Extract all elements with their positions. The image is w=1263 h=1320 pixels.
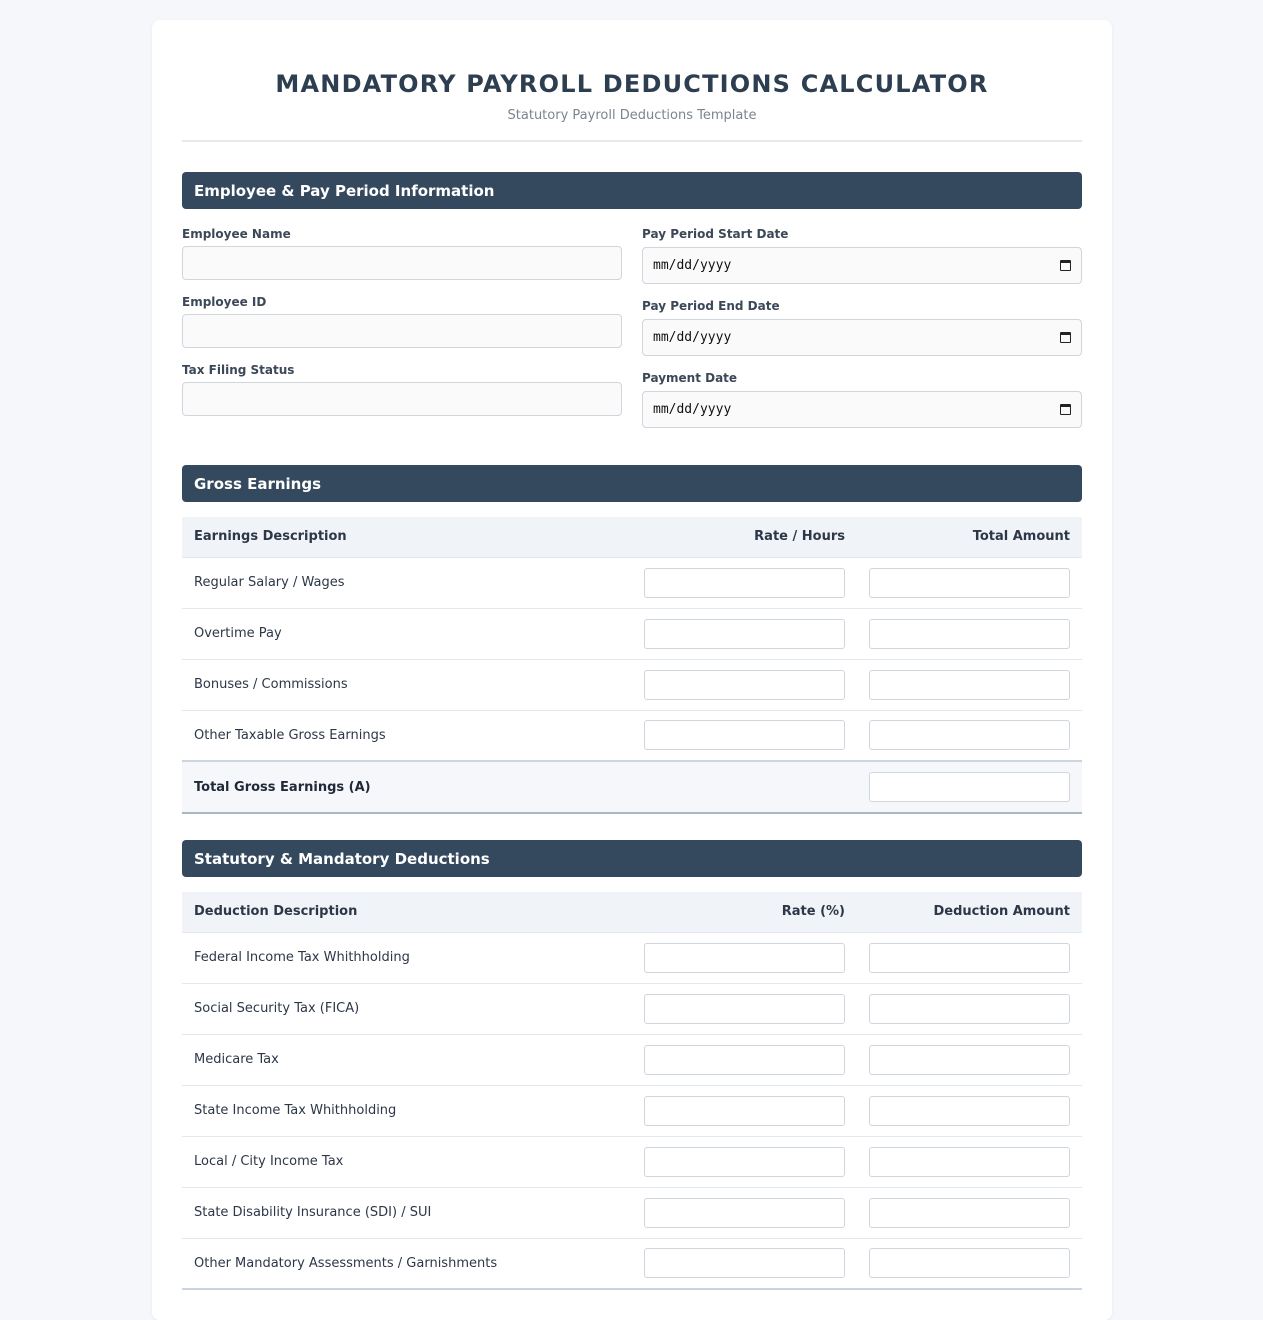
amount-input[interactable] — [869, 1096, 1070, 1126]
earnings-row-label: Other Taxable Gross Earnings — [194, 727, 386, 743]
calendar-icon[interactable] — [1060, 260, 1071, 271]
pay-period-start-placeholder: mm/dd/yyyy — [653, 258, 732, 273]
tax-filing-status-input[interactable] — [182, 382, 622, 416]
employee-info-grid — [182, 227, 1082, 428]
page-title: MANDATORY PAYROLL DEDUCTIONS CALCULATOR — [275, 70, 989, 98]
deduction-row-label: Medicare Tax — [194, 1052, 279, 1067]
total-gross-row — [182, 761, 1082, 813]
rate-input[interactable] — [644, 1147, 845, 1177]
earnings-row-label: Bonuses / Commissions — [194, 677, 348, 692]
total-gross-label: Total Gross Earnings (A) — [194, 779, 371, 795]
deduction-row-label: State Income Tax Whithholding — [194, 1103, 397, 1118]
employee-id-input[interactable] — [182, 314, 622, 348]
calendar-icon[interactable] — [1060, 404, 1071, 415]
earnings-table — [182, 517, 1082, 814]
payment-date-placeholder: mm/dd/yyyy — [653, 402, 732, 417]
deduction-row-label: Federal Income Tax Whithholding — [194, 950, 410, 965]
deductions-section-header — [182, 840, 1082, 877]
total-gross-input[interactable] — [869, 772, 1070, 802]
deduction-row-label: Other Mandatory Assessments / Garnishments — [194, 1255, 498, 1271]
employee-name-label: Employee Name — [182, 227, 291, 241]
table-row — [182, 557, 1082, 608]
rate-input[interactable] — [644, 568, 845, 598]
amount-input[interactable] — [869, 670, 1070, 700]
employee-name-group — [182, 227, 622, 280]
amount-input[interactable] — [869, 994, 1070, 1024]
pay-period-start-input[interactable] — [642, 247, 1082, 284]
deduction-row-label: State Disability Insurance (SDI) / SUI — [194, 1205, 432, 1220]
calendar-icon[interactable] — [1060, 332, 1071, 343]
employee-section-title: Employee & Pay Period Information — [194, 181, 495, 200]
tax-filing-status-label: Tax Filing Status — [182, 363, 295, 377]
deductions-col-amount: Deduction Amount — [857, 892, 1082, 932]
earnings-section-title: Gross Earnings — [194, 474, 322, 493]
employee-section-header — [182, 172, 1082, 209]
pay-period-start-group — [642, 227, 1082, 284]
employee-name-input[interactable] — [182, 246, 622, 280]
header-divider — [182, 140, 1082, 142]
employee-info-right — [642, 227, 1082, 428]
earnings-section-header — [182, 465, 1082, 502]
amount-input[interactable] — [869, 1147, 1070, 1177]
rate-input[interactable] — [644, 943, 845, 973]
rate-input[interactable] — [644, 670, 845, 700]
deductions-section-title: Statutory & Mandatory Deductions — [194, 849, 490, 868]
earnings-col-total: Total Amount — [857, 517, 1082, 557]
table-row — [182, 983, 1082, 1034]
amount-input[interactable] — [869, 1198, 1070, 1228]
table-row — [182, 1085, 1082, 1136]
table-row — [182, 1034, 1082, 1085]
payment-date-group — [642, 371, 1082, 428]
rate-input[interactable] — [644, 1096, 845, 1126]
deductions-col-rate: Rate (%) — [632, 892, 857, 932]
rate-input[interactable] — [644, 994, 845, 1024]
employee-info-left — [182, 227, 622, 428]
rate-input[interactable] — [644, 1045, 845, 1075]
deduction-row-label: Social Security Tax (FICA) — [194, 1001, 360, 1016]
earnings-table-header — [182, 517, 1082, 557]
amount-input[interactable] — [869, 1248, 1070, 1278]
tax-filing-status-group — [182, 363, 622, 416]
table-row — [182, 932, 1082, 983]
calculator-card — [152, 20, 1112, 1320]
deductions-table-header — [182, 892, 1082, 932]
amount-input[interactable] — [869, 619, 1070, 649]
table-row — [182, 1238, 1082, 1289]
rate-input[interactable] — [644, 1248, 845, 1278]
pay-period-end-placeholder: mm/dd/yyyy — [653, 330, 732, 345]
payment-date-label: Payment Date — [642, 371, 738, 385]
deductions-table — [182, 892, 1082, 1290]
rate-input[interactable] — [644, 619, 845, 649]
earnings-row-label: Overtime Pay — [194, 626, 282, 641]
amount-input[interactable] — [869, 568, 1070, 598]
table-row — [182, 608, 1082, 659]
employee-id-group — [182, 295, 622, 348]
table-row — [182, 659, 1082, 710]
amount-input[interactable] — [869, 943, 1070, 973]
rate-input[interactable] — [644, 720, 845, 750]
earnings-col-description: Earnings Description — [182, 517, 632, 557]
table-row — [182, 1187, 1082, 1238]
page-subtitle: Statutory Payroll Deductions Template — [507, 108, 757, 123]
pay-period-start-label: Pay Period Start Date — [642, 227, 789, 241]
pay-period-end-group — [642, 299, 1082, 356]
table-row — [182, 1136, 1082, 1187]
table-row — [182, 710, 1082, 761]
payment-date-input[interactable] — [642, 391, 1082, 428]
pay-period-end-label: Pay Period End Date — [642, 299, 780, 313]
employee-id-label: Employee ID — [182, 295, 267, 309]
rate-input[interactable] — [644, 1198, 845, 1228]
amount-input[interactable] — [869, 720, 1070, 750]
earnings-col-rate: Rate / Hours — [632, 517, 857, 557]
deduction-row-label: Local / City Income Tax — [194, 1154, 344, 1169]
amount-input[interactable] — [869, 1045, 1070, 1075]
earnings-row-label: Regular Salary / Wages — [194, 575, 345, 590]
deductions-col-description: Deduction Description — [182, 892, 632, 932]
pay-period-end-input[interactable] — [642, 319, 1082, 356]
